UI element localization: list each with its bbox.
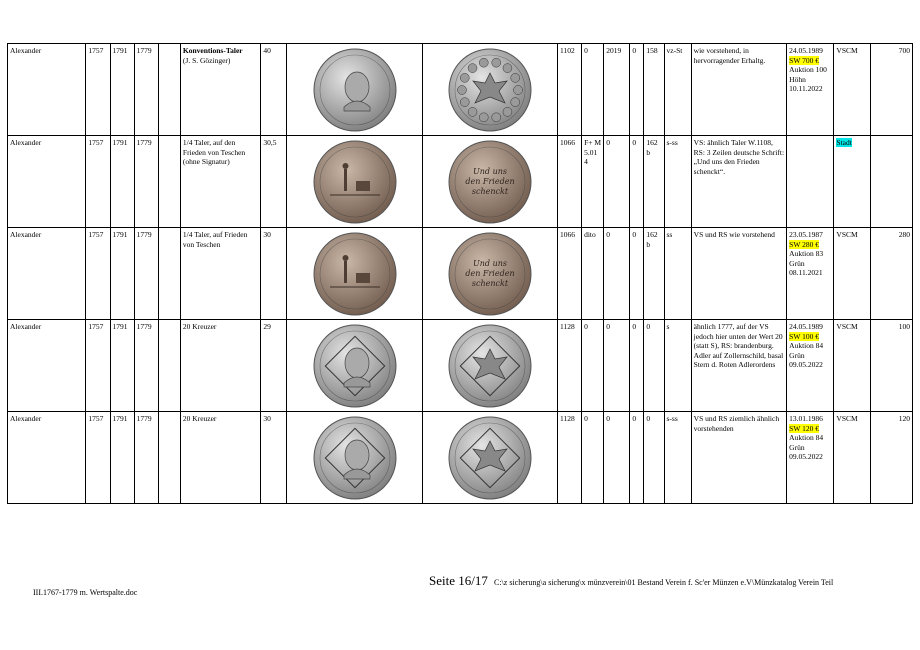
owner-label: VSCM — [836, 322, 858, 331]
file-path: C:\z sicherung\a sicherung\x münzverein\01 Bestand Verein f. Sc'er Münzen e.V\Münzkatalog Verein Teil — [494, 578, 834, 587]
ref-2-cell: 0 — [604, 320, 630, 412]
price-cell: 700 — [870, 44, 912, 136]
coin-allegory-icon — [294, 231, 416, 317]
ref-3-cell: 0 — [630, 412, 644, 504]
catalog-number-cell: 1102 — [557, 44, 581, 136]
coin-title: (J. S. Gözinger) — [182, 55, 231, 65]
title-cell — [180, 412, 260, 504]
coin-diamond-portrait-icon — [294, 323, 416, 409]
title-cell — [180, 136, 260, 228]
size-cell: 30 — [261, 228, 287, 320]
coin-title-bold: Konventions-Taler — [182, 46, 243, 55]
ref-1-cell: 0 — [582, 44, 604, 136]
coin-diamond-portrait-icon — [294, 415, 416, 501]
blank-cell — [158, 320, 180, 412]
owner-cell — [834, 228, 870, 320]
owner-label: VSCM — [836, 46, 858, 55]
blank-cell — [158, 412, 180, 504]
price-cell: 100 — [870, 320, 912, 412]
coin-inscription-icon — [429, 231, 551, 317]
ref-3-cell: 0 — [630, 320, 644, 412]
owner-cell — [834, 44, 870, 136]
coin-eagle-arms-icon — [429, 47, 551, 133]
coin-catalog-table — [7, 43, 913, 504]
ref-4-cell: 0 — [644, 320, 664, 412]
born-cell: 1757 — [86, 228, 110, 320]
owner-label: VSCM — [836, 230, 858, 239]
acquisition-date: 24.05.1989 — [789, 322, 823, 331]
acquisition-cell — [787, 412, 834, 504]
description-cell: VS: ähnlich Taler W.1108, RS: 3 Zeilen deutsche Schrift: „Und uns den Frieden schenckt“. — [691, 136, 787, 228]
owner-label: Stadt — [836, 138, 852, 147]
catalog-number-cell: 1066 — [557, 136, 581, 228]
obverse-image-cell — [287, 228, 423, 320]
price-cell — [870, 136, 912, 228]
ref-4-cell: 0 — [644, 412, 664, 504]
ref-4-cell: 162 b — [644, 136, 664, 228]
table-row — [8, 136, 913, 228]
died-cell: 1791 — [110, 44, 134, 136]
table-row — [8, 44, 913, 136]
ruler-cell: Alexander — [8, 228, 86, 320]
svg-text:Und uns: Und uns — [473, 166, 508, 176]
svg-text:Und uns: Und uns — [473, 258, 508, 268]
ruler-cell: Alexander — [8, 44, 86, 136]
born-cell: 1757 — [86, 44, 110, 136]
year-cell: 1779 — [134, 136, 158, 228]
catalog-number-cell: 1128 — [557, 412, 581, 504]
acquisition-cell — [787, 320, 834, 412]
size-cell: 40 — [261, 44, 287, 136]
coin-title: 20 Kreuzer — [182, 414, 217, 423]
obverse-image-cell — [287, 412, 423, 504]
estimated-value: SW 120 € — [789, 423, 820, 433]
coin-title: 1/4 Taler, auf Frieden von Teschen — [182, 230, 248, 249]
page-number: Seite 16/17 — [429, 573, 488, 588]
ref-3-cell: 0 — [630, 228, 644, 320]
reverse-image-cell — [423, 412, 558, 504]
estimated-value: SW 700 € — [789, 55, 820, 65]
description-cell: wie vorstehend, in hervorragender Erhaltg. — [691, 44, 787, 136]
died-cell: 1791 — [110, 228, 134, 320]
ruler-cell: Alexander — [8, 136, 86, 228]
born-cell: 1757 — [86, 320, 110, 412]
estimated-value: SW 100 € — [789, 331, 820, 341]
reverse-image-cell — [423, 320, 558, 412]
title-cell — [180, 320, 260, 412]
year-cell: 1779 — [134, 44, 158, 136]
acquisition-cell — [787, 136, 834, 228]
coin-title: 20 Kreuzer — [182, 322, 217, 331]
ruler-cell: Alexander — [8, 412, 86, 504]
coin-portrait-icon — [294, 47, 416, 133]
died-cell: 1791 — [110, 136, 134, 228]
svg-text:den Frieden: den Frieden — [465, 176, 515, 186]
auction-reference: Auktion 83 Grün 08.11.2021 — [789, 249, 824, 277]
owner-label: VSCM — [836, 414, 858, 423]
died-cell: 1791 — [110, 412, 134, 504]
ref-1-cell: F+ M 5.01 4 — [582, 136, 604, 228]
reverse-image-cell — [423, 136, 558, 228]
ref-1-cell: dito — [582, 228, 604, 320]
grade-cell: s-ss — [664, 136, 691, 228]
title-cell — [180, 44, 260, 136]
ref-1-cell: 0 — [582, 412, 604, 504]
auction-reference: Auktion 84 Grün 09.05.2022 — [789, 433, 824, 461]
ref-2-cell: 0 — [604, 228, 630, 320]
size-cell: 29 — [261, 320, 287, 412]
ref-2-cell: 0 — [604, 412, 630, 504]
price-cell: 120 — [870, 412, 912, 504]
died-cell: 1791 — [110, 320, 134, 412]
obverse-image-cell — [287, 44, 423, 136]
coin-diamond-eagle-icon — [429, 415, 551, 501]
grade-cell: vz-St — [664, 44, 691, 136]
ref-2-cell: 2019 — [604, 44, 630, 136]
svg-text:den Frieden: den Frieden — [465, 268, 515, 278]
ref-4-cell: 162 b — [644, 228, 664, 320]
ruler-cell: Alexander — [8, 320, 86, 412]
blank-cell — [158, 136, 180, 228]
obverse-image-cell — [287, 320, 423, 412]
year-cell: 1779 — [134, 320, 158, 412]
owner-cell — [834, 320, 870, 412]
description-cell: VS und RS wie vorstehend — [691, 228, 787, 320]
year-cell: 1779 — [134, 228, 158, 320]
coin-title: 1/4 Taler, auf den Frieden von Teschen (ohne Signatur) — [182, 138, 246, 166]
acquisition-date: 24.05.1989 — [789, 46, 823, 55]
auction-reference: Auktion 84 Grün 09.05.2022 — [789, 341, 824, 369]
size-cell: 30,5 — [261, 136, 287, 228]
reverse-image-cell — [423, 44, 558, 136]
grade-cell: s — [664, 320, 691, 412]
ref-3-cell: 0 — [630, 136, 644, 228]
catalog-number-cell: 1128 — [557, 320, 581, 412]
description-cell: VS und RS ziemlich ähnlich vorstehenden — [691, 412, 787, 504]
grade-cell: ss — [664, 228, 691, 320]
owner-cell — [834, 412, 870, 504]
acquisition-cell — [787, 228, 834, 320]
catalog-number-cell: 1066 — [557, 228, 581, 320]
ref-3-cell: 0 — [630, 44, 644, 136]
description-cell: ähnlich 1777, auf der VS jedoch hier unten der Wert 20 (statt S), RS: brandenburg. Adler auf Zollernschild, basal Stern d. Roten Adlerordens — [691, 320, 787, 412]
blank-cell — [158, 44, 180, 136]
coin-inscription-icon — [429, 139, 551, 225]
svg-text:schenckt: schenckt — [472, 278, 509, 288]
document-name: III.1767-1779 m. Wertspalte.doc — [33, 588, 138, 597]
coin-allegory-icon — [294, 139, 416, 225]
year-cell: 1779 — [134, 412, 158, 504]
table-row — [8, 412, 913, 504]
title-cell — [180, 228, 260, 320]
table-row — [8, 320, 913, 412]
ref-1-cell: 0 — [582, 320, 604, 412]
obverse-image-cell — [287, 136, 423, 228]
reverse-image-cell — [423, 228, 558, 320]
ref-2-cell: 0 — [604, 136, 630, 228]
auction-reference: Auktion 100 Höhn 10.11.2022 — [789, 65, 827, 93]
owner-cell — [834, 136, 870, 228]
svg-text:schenckt: schenckt — [472, 186, 509, 196]
acquisition-date: 13.01.1986 — [789, 414, 823, 423]
ref-4-cell: 158 — [644, 44, 664, 136]
estimated-value: SW 280 € — [789, 239, 820, 249]
grade-cell: s-ss — [664, 412, 691, 504]
acquisition-date: 23.05.1987 — [789, 230, 823, 239]
price-cell: 280 — [870, 228, 912, 320]
coin-diamond-eagle-icon — [429, 323, 551, 409]
acquisition-cell — [787, 44, 834, 136]
blank-cell — [158, 228, 180, 320]
born-cell: 1757 — [86, 412, 110, 504]
table-row — [8, 228, 913, 320]
size-cell: 30 — [261, 412, 287, 504]
born-cell: 1757 — [86, 136, 110, 228]
